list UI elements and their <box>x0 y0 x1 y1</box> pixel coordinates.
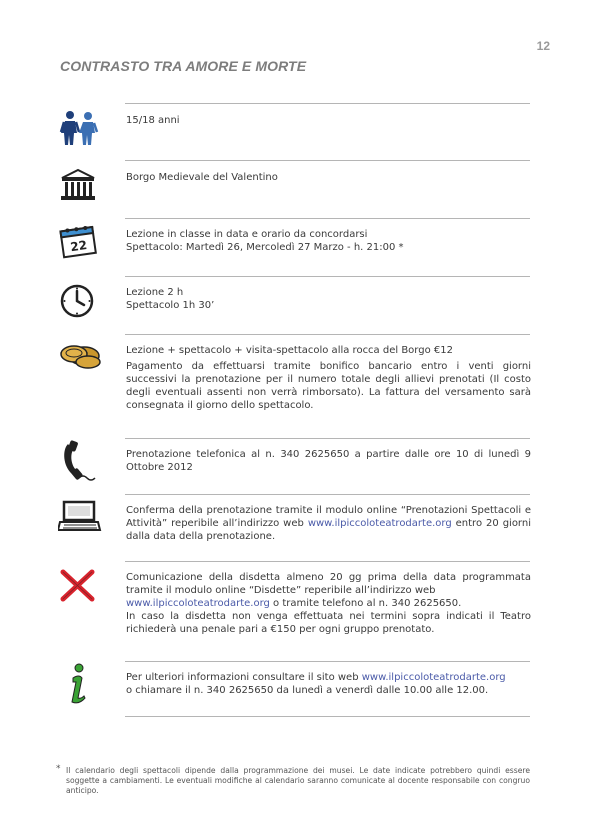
cancellation-penalty: In caso la disdetta non venga effettuata nei termini sopra indicati il Teatro richiederà una penale pari a €150 per ogni gruppo prenotato. <box>126 611 531 635</box>
venue-text: Borgo Medievale del Valentino <box>126 172 278 183</box>
computer-icon <box>58 500 104 536</box>
cancel-x-icon <box>58 569 104 607</box>
page-title: CONTRASTO TRA AMORE E MORTE <box>60 58 307 74</box>
museum-building-icon <box>58 168 104 206</box>
divider <box>125 438 530 439</box>
footnote <box>56 764 530 796</box>
divider <box>125 103 530 104</box>
footnote-marker: * <box>56 764 61 774</box>
coins-icon <box>58 341 104 375</box>
website-link[interactable]: www.ilpiccoloteatrodarte.org <box>361 672 506 683</box>
phone-booking-text: Prenotazione telefonica al n. 340 2625650 a partire dalle ore 10 di lunedì 9 Ottobre 2012 <box>126 449 531 473</box>
page-number: 12 <box>536 39 550 53</box>
footnote-text: Il calendario degli spettacoli dipende dalla programmazione dei musei. Le date indicate potrebbero quindi essere soggette a cambiamenti. Le eventuali modifiche al calendario saranno comunicate al docente responsabile con congruo anticipo. <box>66 766 530 795</box>
age-text: 15/18 anni <box>126 115 180 126</box>
divider <box>125 716 530 717</box>
dates-line-1: Lezione in classe in data e orario da concordarsi <box>126 229 368 240</box>
divider <box>125 561 530 562</box>
more-info-line-2: o chiamare il n. 340 2625650 da lunedì a venerdì dalle 10.00 alle 12.00. <box>126 685 489 696</box>
students-icon <box>58 109 104 151</box>
website-link[interactable]: www.ilpiccoloteatrodarte.org <box>126 598 270 609</box>
website-link[interactable]: www.ilpiccoloteatrodarte.org <box>307 518 452 529</box>
divider <box>125 661 530 662</box>
price-line: Lezione + spettacolo + visita-spettacolo alla rocca del Borgo €12 <box>126 345 453 356</box>
calendar-day-label: 22 <box>69 237 88 255</box>
duration-line-2: Spettacolo 1h 30’ <box>126 300 215 311</box>
cancellation-line-2: www.ilpiccoloteatrodarte.org o tramite telefono al n. 340 2625650. <box>126 598 462 609</box>
divider <box>125 334 530 335</box>
divider <box>125 494 530 495</box>
clock-icon <box>58 283 104 323</box>
divider <box>125 276 530 277</box>
info-icon <box>58 661 104 713</box>
payment-text: Pagamento da effettuarsi tramite bonifico bancario entro i venti giorni successivi la prenotazione per il numero totale degli allievi prenotati (Il costo degli eventuali assenti non verrà rimborsato). La fattura del versamento sarà consegnata il giorno dello spettacolo. <box>126 361 531 411</box>
duration-line-1: Lezione 2 h <box>126 287 184 298</box>
telephone-icon <box>58 440 104 488</box>
more-info-line-1: Per ulteriori informazioni consultare il sito web www.ilpiccoloteatrodarte.org <box>126 672 506 683</box>
calendar-icon <box>58 223 104 263</box>
cancellation-line-1: Comunicazione della disdetta almeno 20 gg prima della data programmata tramite il modulo online “Disdette” reperibile all’indirizzo web <box>126 572 531 596</box>
divider <box>125 160 530 161</box>
confirmation-text: Conferma della prenotazione tramite il modulo online “Prenotazioni Spettacoli e Attività” reperibile all’indirizzo web www.ilpiccoloteatrodarte.org entro 20 giorni dalla data della prenotazione. <box>126 505 531 542</box>
divider <box>125 218 530 219</box>
dates-line-2: Spettacolo: Martedì 26, Mercoledì 27 Marzo - h. 21:00 * <box>126 242 404 253</box>
